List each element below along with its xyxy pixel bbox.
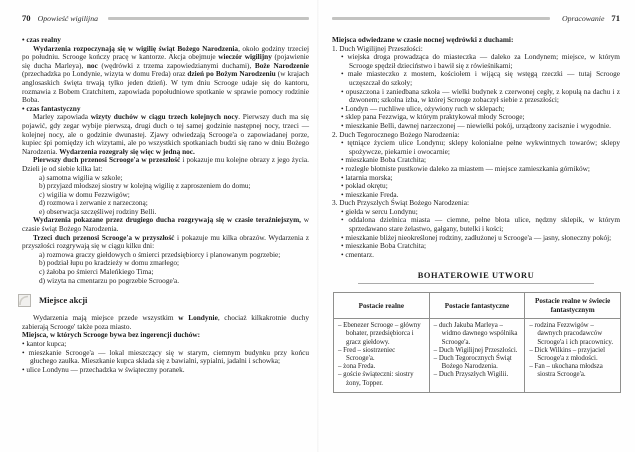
text-run: w czasie świąt Bożego Narodzenia.	[22, 215, 309, 234]
sub-bullet-item: • giełda w sercu Londynu;	[341, 206, 418, 216]
list-item: a) rozmowa graczy giełdowych o śmierci przedsiębiorcy i planowanym pogrzebie;	[39, 249, 281, 259]
bullet-item: • kantor kupca;	[22, 339, 67, 348]
text-run: i pokazuje mu kolejne obrazy z jego życia. Dzieli je od siebie kilka lat:	[22, 155, 309, 173]
paragraph	[22, 156, 309, 173]
text-run: Wydarzenia rozpoczynają się w wigilię świąt Bożego Narodzenia	[33, 43, 239, 53]
text-run: (w krajach anglosaskich święta trwają tylko jeden dzień). W tym dniu Scrooge udaje się do kantoru, rozmawia z Bobem Cratchitem, zapowiada popołudniowe spotkanie w sprawie pomocy rodzinie Boba.	[22, 69, 310, 105]
table-column-header: Postacie realne w świecie fantastycznym	[525, 293, 621, 319]
text-run: wizyty duchów w ciągu trzech kolejnych nocy	[90, 112, 239, 122]
bullet-item: • mieszkanie Scrooge'a — lokal mieszczący się w starym, ciemnym budynku przy końcu głuchego zaułka. Mieszkanie kupca składa się z bawialni, sypialni, jadalni i schowka;	[22, 347, 309, 366]
paragraph	[22, 234, 309, 251]
sub-bullet-item: • cmentarz.	[341, 249, 374, 259]
paragraph	[22, 216, 309, 233]
text-run: noc	[86, 60, 98, 70]
left-page-content	[22, 36, 309, 374]
list-item: e) obserwacja szczęśliwej rodziny Belli.	[39, 206, 157, 216]
text-run: Wydarzenia pokazane przez drugiego ducha rozgrywają się w czasie teraźniejszym,	[33, 215, 301, 225]
bullet-heading: • czas realny	[22, 35, 61, 44]
section-ornament-icon	[18, 294, 31, 307]
table-cell-entry: – Duch Wigilijnej Przeszłości.	[433, 346, 518, 354]
table-cell-entry: – Fred – siostrzeniec Scrooge'a.	[338, 346, 396, 363]
sub-bullet-item: • mieszkanie Boba Cratchita;	[341, 155, 427, 165]
right-page	[318, 0, 635, 452]
list-item: d) rozmowa i zerwanie z narzeczoną;	[39, 198, 148, 208]
right-page-header	[332, 12, 620, 24]
table-column-header: Postacie realne	[334, 293, 430, 319]
sub-bullet-item: • małe miasteczko z mostem, kościołem i wijącą się wstęgą rzeczki — tutaj Scrooge uczęszczał do szkoły;	[341, 69, 620, 87]
bullet-item: • ulice Londynu — przechadzka w świąteczny poranek.	[22, 364, 185, 374]
right-page-content	[332, 36, 620, 259]
text-run: Marley zapowiada	[33, 112, 91, 122]
table-cell-entry: – żona Freda.	[338, 363, 376, 371]
table-cell-entry: – Fan – ukochana młodsza siostra Scrooge'a.	[529, 363, 603, 379]
right-header-rule	[332, 17, 550, 20]
table-cell-entry: – Ebenezer Scrooge – główny bohater, przedsiębiorca i gracz giełdowy.	[338, 322, 421, 346]
left-page-number: 70	[22, 13, 31, 23]
text-run: dzień po Bożym Narodzeniu	[187, 69, 276, 79]
sub-bullet-item: • mieszkanie Freda.	[341, 189, 399, 199]
table-cell-entry: – duch Jakuba Marleya – widmo dawnego wspólnika Scrooge'a.	[433, 322, 518, 346]
table-column-header: Postacie fantastyczne	[429, 293, 525, 319]
text-run: wieczór wigilijny	[218, 52, 272, 62]
text-run: (wędrówki z trzema zapowiedzianymi duchami),	[97, 60, 255, 70]
left-header-rule	[108, 17, 309, 20]
table-column-cell	[525, 319, 621, 393]
sub-bullet-item: • sklep pana Fezzwiga, w którym praktykował młody Scrooge;	[341, 112, 525, 122]
paragraph	[22, 113, 309, 156]
text-run: i pokazuje mu kilka obrazów. Wydarzenia z przyszłości rozgrywają się w ciągu kilku dni:	[22, 232, 309, 251]
table-cell-entry: – Duch Przyszłych Wigilii.	[433, 371, 509, 379]
characters-table	[333, 292, 621, 392]
right-page-number: 71	[611, 13, 620, 23]
bullet-heading: • czas fantastyczny	[22, 103, 81, 113]
text-run: Wydarzenia mają miejsce przede wszystkim	[33, 313, 179, 323]
text-run: , chociaż kilkakrotnie duchy zabierają Scrooge' także poza miasto.	[22, 313, 310, 331]
sub-bullet-item: • rozległe błotniste pustkowie daleko za miastem — miejsce zamieszkania górników;	[341, 163, 590, 173]
text-run: Boże Narodzenie	[254, 60, 309, 70]
list-item: c) żałoba po śmierci Maleńkiego Tima;	[39, 267, 154, 277]
table-cell-entry: – rodzina Fezzwigów – dawnych pracodawców Scrooge'a i ich pracownicy.	[529, 322, 614, 346]
characters-heading-rule	[358, 283, 594, 284]
characters-heading: BOHATEROWIE UTWORU	[417, 271, 535, 281]
list-item: b) przyjazd młodszej siostry w kolejną wigilię z zaproszeniem do domu;	[39, 181, 251, 191]
characters-table-header-row	[334, 293, 621, 319]
sub-bullet-item: • mieszkanie Boba Cratchita;	[341, 241, 427, 251]
sub-bullet-item: • mieszkanie Belli, dawnej narzeczonej — niewielki pokój, urządzony zacisznie i wygodnie.	[341, 120, 612, 130]
paragraph	[22, 314, 309, 331]
paragraph	[22, 45, 309, 105]
list-item: b) podział łupu po kradzieży w domu zmarłego;	[39, 258, 180, 268]
text-run: w Londynie	[178, 313, 218, 323]
table-cell-entry: – goście świąteczni: siostry żony, Topper.	[338, 371, 414, 387]
bold-line: Miejsca, w których Scrooge bywa bez ingerencji duchów:	[22, 330, 201, 340]
left-page	[0, 0, 317, 452]
list-item: d) wizyta na cmentarzu po pogrzebie Scrooge'a.	[39, 275, 180, 285]
table-cell-entry: – Duch Tegorocznych Świąt Bożego Narodzenia.	[433, 355, 512, 371]
sub-bullet-item: • latarnia morska;	[341, 172, 393, 182]
table-cell-entry: – Dick Wilkins – przyjaciel Scrooge'a z młodości.	[529, 346, 606, 363]
sub-bullet-item: • tętniące życiem ulice Londynu; sklepy kolonialne pełne wykwintnych towarów; sklepy spożywcze, piekarnie i owocarnie;	[341, 138, 620, 156]
text-run: (pojawienie się ducha Marleya),	[22, 52, 309, 70]
sub-bullet-item: • mieszkanie bliżej nieokreślonej rodziny, zadłużonej u Scrooge'a — jasny, słoneczny pokój;	[341, 232, 612, 242]
numbered-item: 3. Duch Przyszłych Świąt Bożego Narodzenia:	[332, 198, 469, 208]
section-heading	[18, 294, 309, 307]
left-running-title: Opowieść wigilijna	[37, 13, 99, 23]
right-running-title: Opracowanie	[561, 13, 605, 23]
sub-bullet-item: • opuszczona i zaniedbana szkoła — wielki budynek z czerwonej cegły, z kopułą na dachu i z dzwonem; szkolna izba, w której Scrooge zobaczył siebie z przeszłości;	[341, 86, 620, 105]
table-column-cell	[429, 319, 525, 393]
list-item: c) wigilia w domu Fezzwigów;	[39, 189, 130, 199]
text-run: Pierwszy duch przenosi Scrooge'a w przeszłość	[33, 155, 181, 165]
text-run: Wydarzenia rozegrały się więc w jedną noc.	[59, 146, 195, 156]
text-run: , około godziny trzeciej po południu. Scrooge kończy pracę w kantorze. Akcja obejmuje	[22, 43, 309, 62]
sub-bullet-item: • oddalona dzielnica miasta — ciemne, pełne błota ulice, nędzny sklepik, w którym sprzedawano stare żelastwo, gałgany, butelki i kości;	[341, 215, 620, 234]
table-column-cell	[334, 319, 430, 393]
bold-line: Miejsca odwiedzane w czasie nocnej wędrówki z duchami:	[332, 35, 514, 44]
numbered-item: 2. Duch Tegorocznego Bożego Narodzenia:	[332, 129, 460, 139]
characters-table-body-row	[334, 319, 621, 393]
list-item: a) samotna wigilia w szkole;	[39, 172, 123, 182]
left-page-header	[22, 12, 309, 24]
sub-bullet-item: • Londyn — ruchliwe ulice, ożywiony ruch w sklepach;	[341, 103, 505, 113]
text-run: . Pierwszy duch ma się pojawić, gdy zegar wybije pierwszą, drugi duch o tej samej godzinie następnej nocy, trzeci — kolejnej nocy, ale o godzinie dwunastej. Zjawy odwiedzają Scrooge'a o zapowiadanej porze, kupiec śpi pomiędzy ich wizytami, ale po wszystkich spotkaniach budzi się rano w dniu Bożego Narodzenia.	[22, 112, 310, 156]
section-heading-label: Miejsce akcji	[39, 295, 88, 306]
numbered-item: 1. Duch Wigilijnej Przeszłości:	[332, 43, 423, 53]
text-run: Trzeci duch przenosi Scrooge'a w przyszłość	[33, 232, 175, 242]
sub-bullet-item: • wiejska droga prowadząca do miasteczka — daleko za Londynem; miejsce, w którym Scrooge spędził dzieciństwo i bawił się z rówieśnikami;	[341, 52, 620, 70]
sub-bullet-item: • pokład okrętu;	[341, 181, 388, 191]
text-run: (przechadzka po Londynie, wizyta w domu Freda) oraz	[22, 69, 188, 79]
